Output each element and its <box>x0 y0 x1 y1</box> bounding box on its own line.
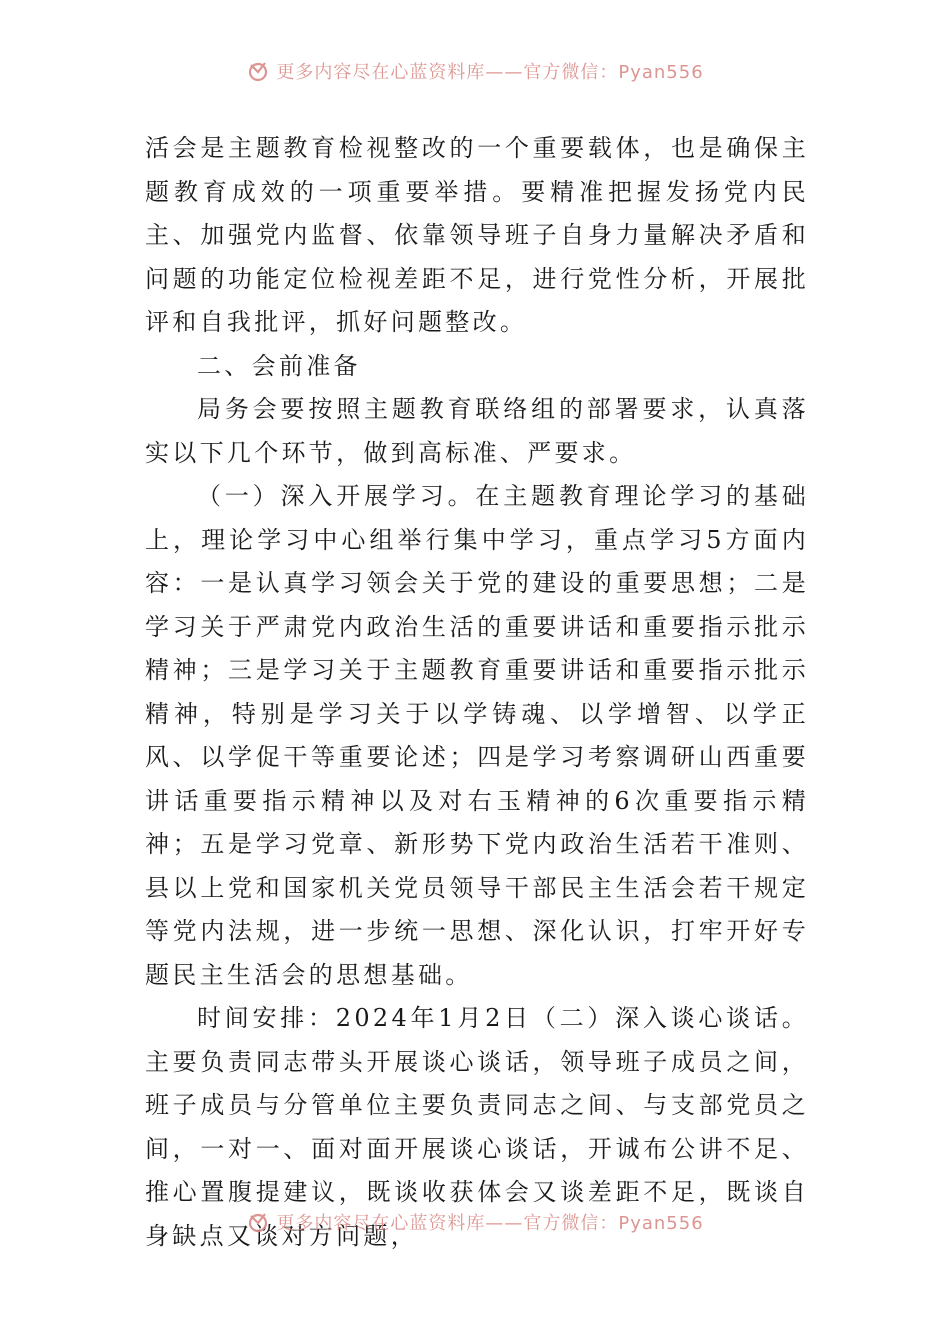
section-heading: 二、会前准备 <box>197 351 361 380</box>
paragraph: （一）深入开展学习。在主题教育理论学习的基础上，理论学习中心组举行集中学习，重点学习5方面内容：一是认真学习领会关于党的建设的重要思想；二是学习关于严肃党内政治生活的重要讲话和重要指示批示精神；三是学习关于主题教育重要讲话和重要指示批示精神，特别是学习关于以学铸魂、以学增智、以学正风、以学促干等重要论述；四是学习考察调研山西重要讲话重要指示精神以及对右玉精神的6次重要指示精神；五是学习党章、新形势下党内政治生活若干准则、县以上党和国家机关党员领导干部民主生活会若干规定等党内法规，进一步统一思想、深化认识，打牢开好专题民主生活会的思想基础。 <box>145 482 809 989</box>
watermark-text: 更多内容尽在心蓝资料库——官方微信：Pyan556 <box>276 1213 704 1234</box>
paragraph: 时间安排：2024年1月2日（二）深入谈心谈话。主要负责同志带头开展谈心谈话，领导班子成员之间，班子成员与分管单位主要负责同志之间、与支部党员之间，一对一、面对面开展谈心谈话，开诚布公讲不足、推心置腹提建议，既谈收获体会又谈差距不足，既谈自身缺点又谈对方问题， <box>145 1004 809 1250</box>
watermark-text: 更多内容尽在心蓝资料库——官方微信：Pyan556 <box>276 62 704 83</box>
header-watermark <box>0 56 950 86</box>
footer-watermark <box>0 1207 950 1237</box>
paragraph: 活会是主题教育检视整改的一个重要载体，也是确保主题教育成效的一项重要举措。要精准把握发扬党内民主、加强党内监督、依靠领导班子自身力量解决矛盾和问题的功能定位检视差距不足，进行党性分析，开展批评和自我批评，抓好问题整改。 <box>145 134 809 336</box>
document-body <box>145 127 809 1258</box>
logo-icon <box>246 1210 270 1234</box>
logo-icon <box>246 59 270 83</box>
paragraph: 局务会要按照主题教育联络组的部署要求，认真落实以下几个环节，做到高标准、严要求。 <box>145 395 809 467</box>
